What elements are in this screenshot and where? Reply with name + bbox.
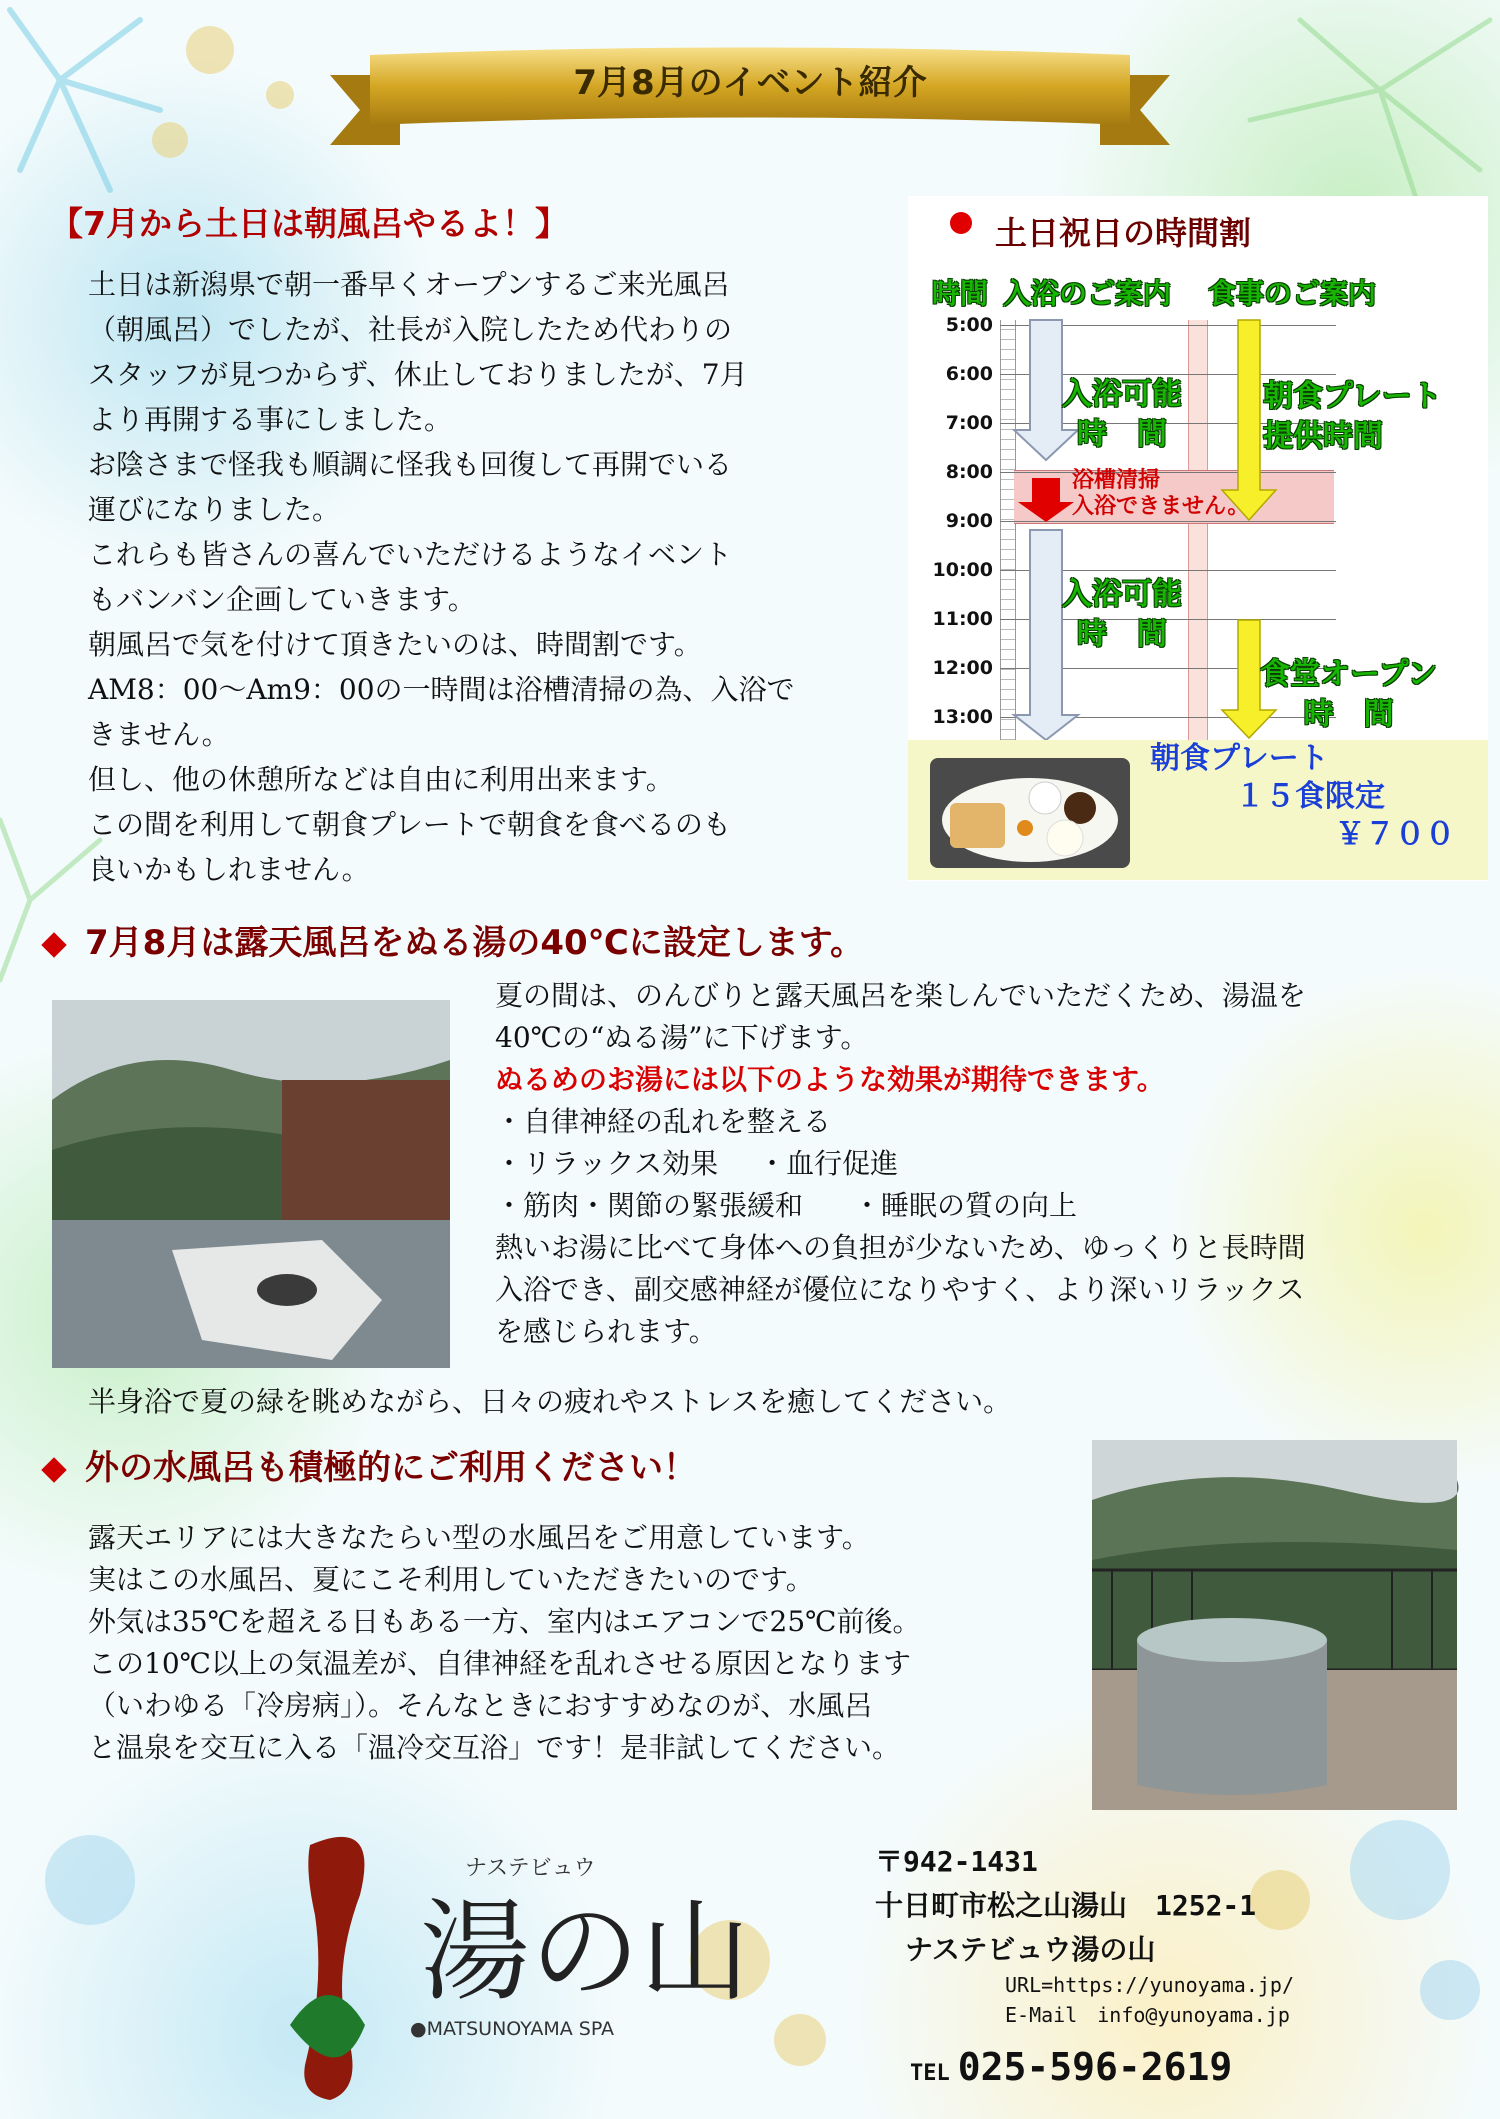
- page-title: 7月8月のイベント紹介: [573, 63, 927, 103]
- text-line: 露天エリアには大きなたらい型の水風呂をご用意しています。: [88, 1521, 870, 1554]
- text-line: 夏の間は、のんびりと露天風呂を楽しんでいただくため、湯温を: [495, 979, 1306, 1012]
- timetable-title: 土日祝日の時間割: [995, 214, 1252, 252]
- label-line: 朝食プレート: [1263, 379, 1442, 414]
- time-label: 13:00: [932, 706, 993, 728]
- facility-name: ナステビュウ湯の山: [905, 1933, 1156, 1966]
- time-label: 8:00: [945, 461, 993, 483]
- cleaning-label: [1072, 468, 1249, 520]
- logo-english-text: ●MATSUNOYAMA SPA: [410, 2018, 615, 2040]
- diamond-icon: [41, 932, 66, 957]
- label-line: 朝食プレート: [1150, 741, 1329, 776]
- label-line: 提供時間: [1263, 419, 1383, 454]
- section3-heading: [45, 1440, 697, 1489]
- logo-main-text: 湯の山: [420, 1888, 750, 2016]
- label-line: 時 間: [1303, 697, 1394, 732]
- section2-closing: 半身浴で夏の緑を眺めながら、日々の疲れやストレスを癒してください。: [88, 1385, 1012, 1418]
- yunoyama-logo: [270, 1815, 750, 2105]
- label-line: １５食限定: [1235, 779, 1385, 814]
- text-line: 但し、他の休憩所などは自由に利用出来ます。: [88, 763, 674, 796]
- bullet-item: ・血行促進: [758, 1147, 899, 1180]
- section2-body: [495, 975, 1445, 1353]
- text-line: （朝風呂）でしたが、社長が入院したため代わりの: [88, 313, 733, 346]
- text-line: 運びになりました。: [88, 493, 341, 526]
- section2-heading: [45, 915, 864, 964]
- text-line: 土日は新潟県で朝一番早くオープンするご来光風呂: [88, 268, 730, 301]
- text-line: もバンバン企画していきます。: [88, 583, 476, 616]
- time-label: 12:00: [932, 657, 993, 679]
- bath-available-label-2: [1062, 575, 1182, 655]
- bullet-item: ・睡眠の質の向上: [853, 1189, 1078, 1222]
- address: 十日町市松之山湯山 1252-1: [875, 1889, 1257, 1922]
- phone-number[interactable]: [910, 2045, 1232, 2089]
- heading-text: 外の水風呂も積極的にご利用ください！: [85, 1448, 697, 1488]
- outdoor-bath-photo: [52, 1000, 450, 1368]
- logo-kana-text: ナステビュウ: [465, 1856, 596, 1881]
- label-line: 入浴できません。: [1072, 494, 1250, 519]
- text-line: この10℃以上の気温差が、自律神経を乱れさせる原因となります: [88, 1647, 911, 1680]
- price: ￥７００: [1335, 817, 1455, 852]
- text-line: 入浴でき、副交感神経が優位になりやすく、より深いリラックス: [495, 1273, 1305, 1306]
- text-line: きません。: [88, 718, 230, 751]
- diamond-icon: [41, 1457, 66, 1482]
- text-line: この間を利用して朝食プレートで朝食を食べるのも: [88, 808, 731, 841]
- label-line: 時 間: [1077, 617, 1167, 652]
- text-line: お陰さまで怪我も順調に怪我も回復して再開でいる: [88, 448, 733, 481]
- section1-body: [88, 262, 868, 892]
- dining-open-label: [1260, 655, 1437, 735]
- text-line: これらも皆さんの喜んでいただけるようなイベント: [88, 538, 733, 571]
- contact-block: [1005, 1970, 1294, 2030]
- label-line: 入浴可能: [1062, 377, 1182, 412]
- text-line: （いわゆる「冷房病」）。そんなときにおすすめなのが、水風呂: [88, 1689, 873, 1722]
- label-line: 時 間: [1077, 417, 1167, 452]
- time-label: 5:00: [945, 314, 993, 336]
- effects-heading: ぬるめのお湯には以下のような効果が期待できます。: [495, 1063, 1165, 1096]
- text-line: と温泉を交互に入る「温冷交互浴」です！是非試してください。: [88, 1731, 901, 1764]
- tel-label: TEL: [910, 2061, 950, 2086]
- time-label: 9:00: [945, 510, 993, 532]
- tel-number[interactable]: 025-596-2619: [957, 2045, 1233, 2089]
- bullet-item: ・筋肉・関節の緊張緩和: [495, 1189, 804, 1222]
- col-time-header: 時間: [932, 277, 989, 310]
- red-dot-icon: [950, 212, 972, 234]
- text-line: より再開する事にしました。: [88, 403, 453, 436]
- section1-heading: 【7月から土日は朝風呂やるよ！】: [50, 204, 568, 243]
- time-label: 6:00: [945, 363, 993, 385]
- time-label: 10:00: [932, 559, 993, 581]
- website-url[interactable]: URL=https://yunoyama.jp/: [1005, 1973, 1294, 1997]
- label-line: 入浴可能: [1062, 577, 1182, 612]
- time-label: 7:00: [945, 412, 993, 434]
- text-line: AM8：00～Am9：00の一時間は浴槽清掃の為、入浴で: [88, 673, 795, 706]
- meal-plate-label: [1263, 377, 1442, 457]
- label-line: 食堂オープン: [1260, 657, 1438, 692]
- address-block: [875, 1840, 1256, 1972]
- text-line: スタッフが見つからず、休止しておりましたが、7月: [88, 358, 748, 391]
- text-line: 良いかもしれません。: [88, 853, 370, 886]
- cold-bath-photo: [1092, 1440, 1457, 1810]
- text-line: 実はこの水風呂、夏にこそ利用していただきたいのです。: [88, 1563, 814, 1596]
- label-line: 浴槽清掃: [1072, 468, 1161, 493]
- col-meal-header: 食事のご案内: [1208, 277, 1377, 310]
- col-bath-header: 入浴のご案内: [1003, 277, 1172, 310]
- breakfast-offer: [1150, 740, 1455, 854]
- text-line: 熱いお湯に比べて身体への負担が少ないため、ゆっくりと長時間: [495, 1231, 1306, 1264]
- bullet-item: ・リラックス効果: [495, 1147, 719, 1180]
- text-line: を感じられます。: [495, 1315, 717, 1348]
- text-line: 40℃の“ぬる湯”に下げます。: [495, 1021, 869, 1054]
- heading-text: 7月8月は露天風呂をぬる湯の40℃に設定します。: [85, 923, 865, 963]
- text-line: 朝風呂で気を付けて頂きたいのは、時間割です。: [88, 628, 702, 661]
- section3-body: [88, 1517, 1048, 1769]
- postal-code: 〒942-1431: [875, 1845, 1038, 1878]
- breakfast-plate-photo: [930, 748, 1130, 872]
- bullet-item: ・自律神経の乱れを整える: [495, 1105, 832, 1138]
- time-label: 11:00: [932, 608, 993, 630]
- bath-available-label-1: [1062, 375, 1182, 455]
- text-line: 外気は35℃を超える日もある一方、室内はエアコンで25℃前後。: [88, 1605, 921, 1638]
- email-address[interactable]: E-Mail info@yunoyama.jp: [1005, 2003, 1290, 2027]
